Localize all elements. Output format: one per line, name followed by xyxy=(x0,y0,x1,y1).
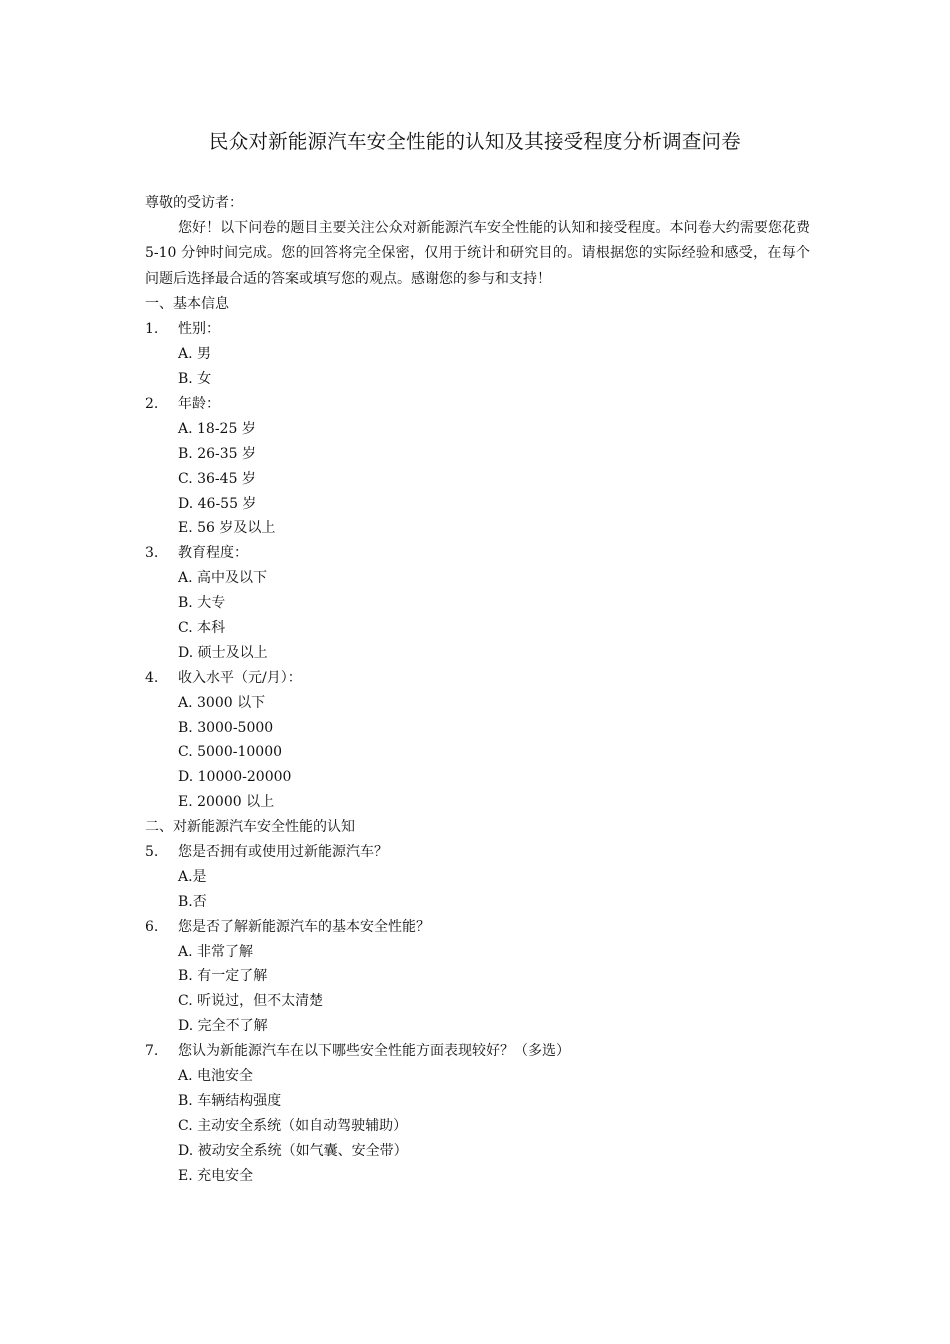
question-number: 7. xyxy=(145,1043,159,1060)
option: C. 听说过，但不太清楚 xyxy=(178,993,324,1010)
question-text: 您是否拥有或使用过新能源汽车？ xyxy=(178,843,388,860)
option: D. 硕士及以上 xyxy=(178,644,268,661)
option: B. 26-35 岁 xyxy=(178,445,256,462)
option: B. 有一定了解 xyxy=(178,968,268,985)
option: B. 3000-5000 xyxy=(178,719,274,736)
question-text: 收入水平（元/月）： xyxy=(178,669,302,686)
question xyxy=(145,541,810,566)
salutation: 尊敬的受访者： xyxy=(145,195,243,211)
question-number: 3. xyxy=(145,545,159,562)
intro-paragraph: 您好！以下问卷的题目主要关注公众对新能源汽车安全性能的认知和接受程度。本问卷大约需要您花费 5-10 分钟时间完成。您的回答将完全保密，仅用于统计和研究目的。请根据您的实际经验和感受，在每个问题后选择最合适的答案或填写您的观点。感谢您的参与和支持！ xyxy=(145,219,810,287)
option: C. 5000-10000 xyxy=(178,744,283,761)
question xyxy=(145,317,810,342)
document-body xyxy=(145,191,810,1188)
option: C. 36-45 岁 xyxy=(178,470,256,487)
question-text: 您认为新能源汽车在以下哪些安全性能方面表现较好？（多选） xyxy=(178,1043,570,1060)
question-text: 性别： xyxy=(178,321,220,338)
option: A. 高中及以下 xyxy=(178,570,268,587)
section-heading: 一、基本信息 xyxy=(145,296,229,313)
document-title: 民众对新能源汽车安全性能的认知及其接受程度分析调查问卷 xyxy=(209,130,741,153)
option: B. 车辆结构强度 xyxy=(178,1092,282,1109)
question-text: 您是否了解新能源汽车的基本安全性能？ xyxy=(178,918,430,935)
option: C. 本科 xyxy=(178,619,226,636)
question xyxy=(145,666,810,691)
option: E. 56 岁及以上 xyxy=(178,520,276,537)
option: E. 20000 以上 xyxy=(178,794,275,811)
option: A.是 xyxy=(178,868,207,885)
option: A. 3000 以下 xyxy=(178,694,266,711)
question-number: 1. xyxy=(145,321,159,338)
option: D. 完全不了解 xyxy=(178,1018,268,1035)
question xyxy=(145,915,810,940)
option: D. 10000-20000 xyxy=(178,769,292,786)
question-number: 5. xyxy=(145,843,159,860)
option: B. 大专 xyxy=(178,595,226,612)
option: A. 电池安全 xyxy=(178,1068,254,1084)
option: A. 18-25 岁 xyxy=(178,420,256,437)
option: D. 被动安全系统（如气囊、安全带） xyxy=(178,1142,408,1159)
option: A. 男 xyxy=(178,346,212,363)
option: E. 充电安全 xyxy=(178,1167,254,1184)
option: A. 非常了解 xyxy=(178,943,254,960)
option: B. 女 xyxy=(178,371,212,388)
question-text: 年龄： xyxy=(178,395,220,412)
option: C. 主动安全系统（如自动驾驶辅助） xyxy=(178,1117,408,1134)
question-number: 4. xyxy=(145,669,159,686)
question-text: 教育程度： xyxy=(178,545,248,562)
question-number: 2. xyxy=(145,395,159,412)
option: D. 46-55 岁 xyxy=(178,495,257,512)
question xyxy=(145,1039,810,1064)
section-heading: 二、对新能源汽车安全性能的认知 xyxy=(145,819,355,836)
question-number: 6. xyxy=(145,918,159,935)
question xyxy=(145,392,810,417)
question xyxy=(145,840,810,865)
option: B.否 xyxy=(178,893,207,910)
